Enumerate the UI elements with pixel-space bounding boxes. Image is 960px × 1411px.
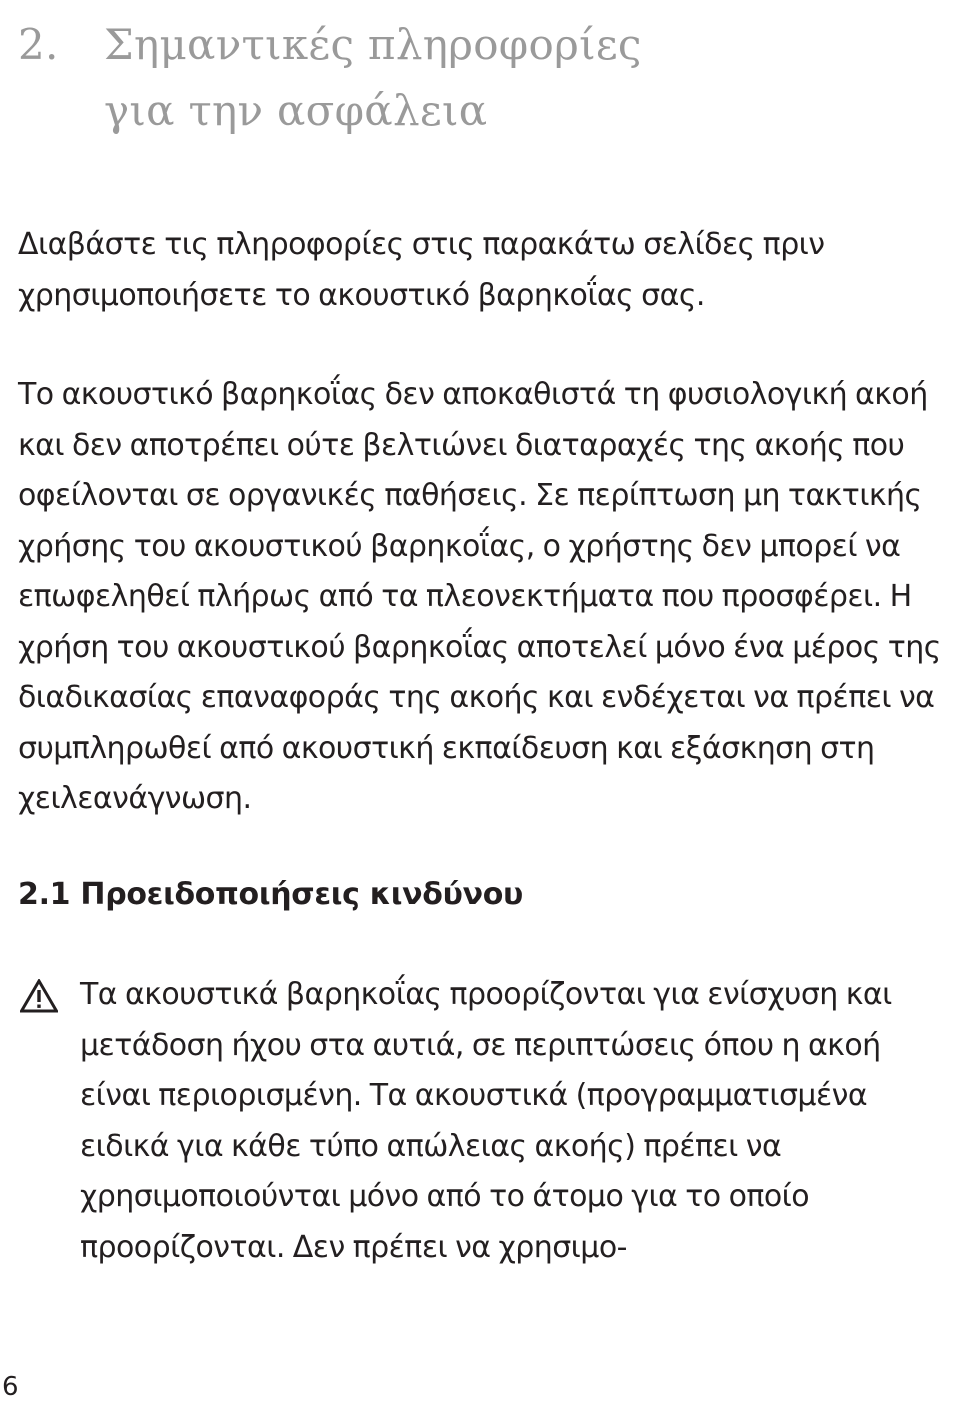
intro-paragraph: Διαβάστε τις πληροφορίες στις παρακάτω σελίδες πριν χρησιμοποιήσετε το ακουστικό βαρηκοΐας σας. (18, 227, 825, 313)
chapter-number: 2. (18, 20, 59, 69)
body-paragraph: Το ακουστικό βαρηκοΐας δεν αποκαθιστά τη φυσιολογική ακοή και δεν αποτρέπει ούτε βελτιώνει διαταραχές της ακοής που οφείλονται σε οργανικές παθήσεις. Σε περίπτωση μη τακτικής χρήσης του ακουστικού βαρηκοΐας, ο χρήστης δεν μπορεί να επωφεληθεί πλήρως από τα πλεονεκτήματα που προσφέρει. Η χρήση του ακουστικού βαρηκοΐας αποτελεί μόνο ένα μέρος της διαδικασίας επαναφοράς της ακοής και ενδέχεται να πρέπει να συμπληρωθεί από ακουστική εκπαίδευση και εξάσκηση στη χειλεανάγνωση. (18, 377, 941, 816)
chapter-title-line2: για την ασφάλεια (104, 86, 488, 135)
warning-triangle-icon (20, 979, 58, 1013)
chapter-title (18, 12, 642, 144)
chapter-title-line1: Σημαντικές πληροφορίες (104, 20, 642, 69)
section-heading: 2.1 Προειδοποιήσεις κινδύνου (18, 877, 523, 912)
page-number: 6 (2, 1372, 19, 1402)
warning-text: Τα ακουστικά βαρηκοΐας προορίζονται για ενίσχυση και μετάδοση ήχου στα αυτιά, σε περιπτώσεις όπου η ακοή είναι περιορισμένη. Τα ακουστικά (προγραμματισμένα ειδικά για κάθε τύπο απώλειας ακοής) πρέπει να χρησιμοποιούνται μόνο από το άτομο για το οποίο προορίζονται. Δεν πρέπει να χρησιμο- (80, 977, 892, 1265)
